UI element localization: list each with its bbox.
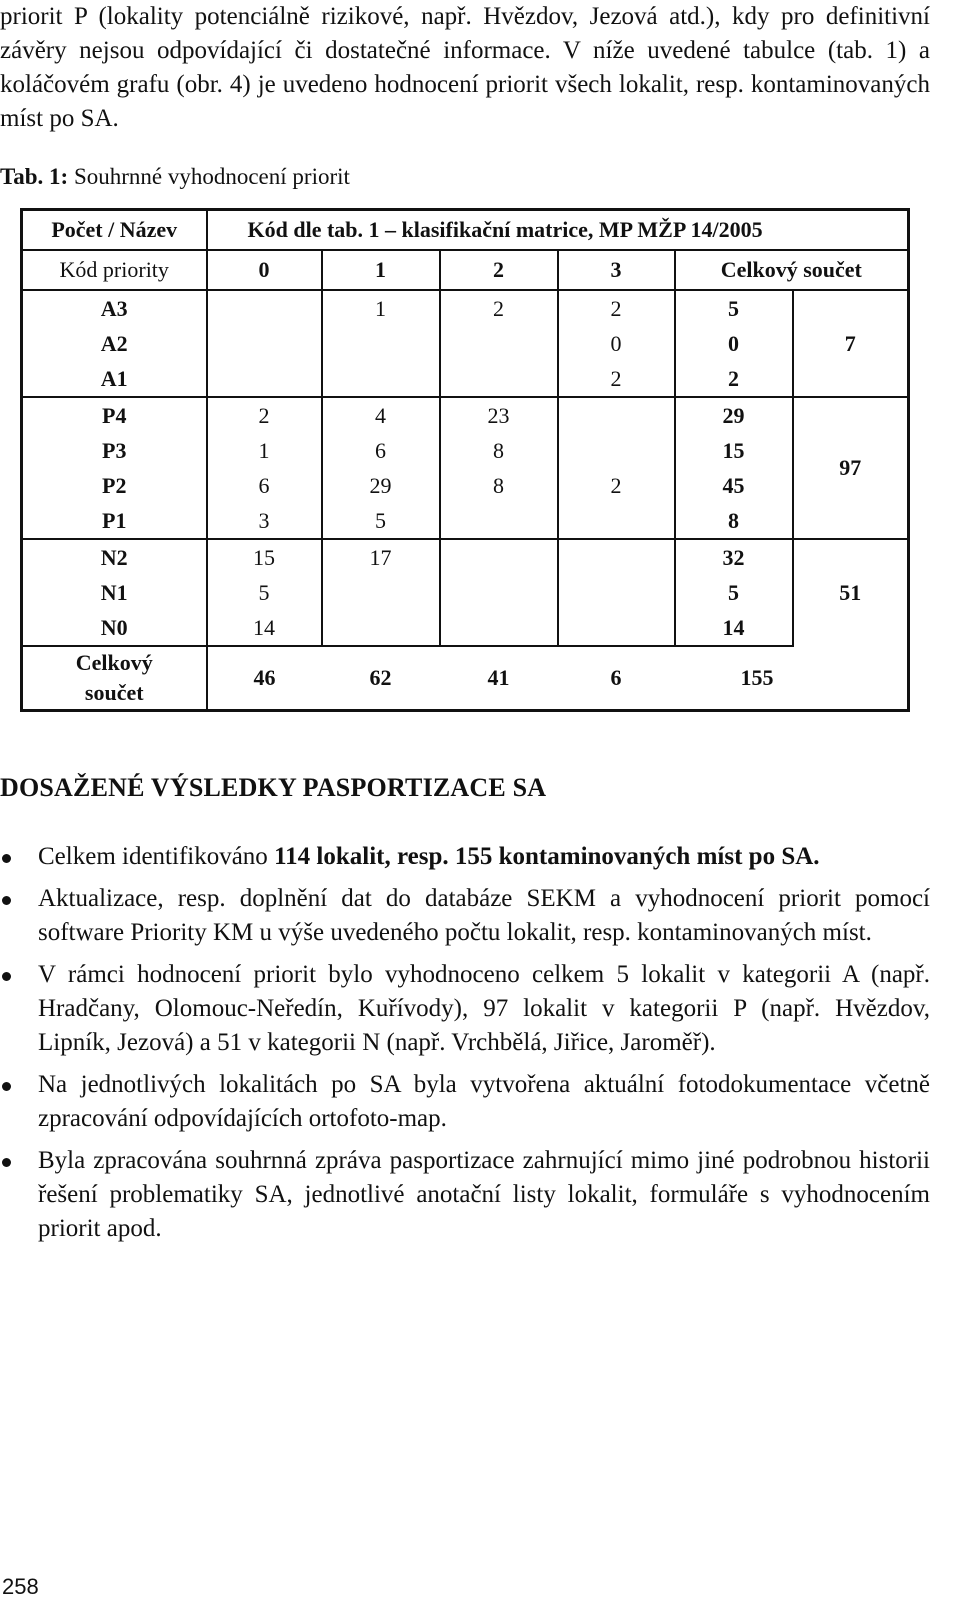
row-name: N2 — [22, 539, 207, 575]
cell: 8 — [440, 468, 558, 503]
cell — [440, 575, 558, 610]
row-total: 32 — [675, 539, 793, 575]
cell: 23 — [440, 397, 558, 433]
row-name: P2 — [22, 468, 207, 503]
row-total: 8 — [675, 503, 793, 539]
section-heading: DOSAŽENÉ VÝSLEDKY PASPORTIZACE SA — [0, 773, 547, 802]
list-item — [0, 882, 930, 950]
bullet-icon — [2, 972, 11, 981]
row-name: A2 — [22, 326, 207, 361]
cell — [322, 610, 440, 646]
cell: 5 — [207, 575, 322, 610]
bullet-text: Na jednotlivých lokalitách po SA byla vytvořena aktuální fotodokumentace včetně zpracování odpovídajících ortofoto-map. — [38, 1071, 930, 1132]
cell — [558, 433, 675, 468]
cell — [322, 575, 440, 610]
cell: 4 — [322, 397, 440, 433]
bullet-icon — [2, 896, 11, 905]
row-name: A3 — [22, 290, 207, 326]
cell: 29 — [322, 468, 440, 503]
cell — [207, 326, 322, 361]
cell: 8 — [440, 433, 558, 468]
list-item — [0, 1144, 930, 1246]
bullet-text: Byla zpracována souhrnná zpráva pasportizace zahrnující mimo jiné podrobnou historii řešení problematiky SA, jednotlivé anotační listy lokalit, formuláře s vyhodnocením priorit apod. — [38, 1147, 930, 1242]
table-header-left: Počet / Název — [22, 210, 207, 251]
cell: 2 — [558, 290, 675, 326]
cell — [440, 361, 558, 397]
footer-label-text: Celkový součet — [75, 650, 153, 705]
cell: 2 — [558, 468, 675, 503]
table-caption-label: Tab. 1: — [0, 164, 69, 189]
table-header-right: Kód dle tab. 1 – klasifikační matrice, MP MŽP 14/2005 — [207, 210, 909, 251]
footer-value: 41 — [440, 646, 558, 711]
cell — [558, 575, 675, 610]
cell — [558, 610, 675, 646]
row-total: 5 — [675, 290, 793, 326]
cell: 2 — [558, 361, 675, 397]
table-caption-text: Souhrnné vyhodnocení priorit — [73, 164, 350, 189]
code-label: Kód priority — [22, 250, 207, 290]
page-number: 258 — [2, 1574, 39, 1599]
bullet-icon — [2, 854, 11, 863]
intro-paragraph: priorit P (lokality potenciálně rizikové, např. Hvězdov, Jezová atd.), kdy pro definitivní závěry nejsou odpovídající či dostatečné informace. V níže uvedené tabulce (tab. 1) a koláčovém grafu (obr. 4) je uvedeno hodnocení priorit všech lokalit, resp. kontaminovaných míst po SA. — [0, 3, 930, 132]
code-0: 0 — [207, 250, 322, 290]
code-2: 2 — [440, 250, 558, 290]
cell: 2 — [207, 397, 322, 433]
row-total: 2 — [675, 361, 793, 397]
row-total: 14 — [675, 610, 793, 646]
cell — [440, 610, 558, 646]
footer-value: 46 — [207, 646, 322, 711]
priority-table — [20, 208, 910, 712]
table-caption — [0, 160, 350, 194]
row-name: N1 — [22, 575, 207, 610]
footer-value: 62 — [322, 646, 440, 711]
cell — [558, 397, 675, 433]
cell — [207, 361, 322, 397]
row-name: N0 — [22, 610, 207, 646]
cell: 17 — [322, 539, 440, 575]
row-total: 29 — [675, 397, 793, 433]
row-total: 0 — [675, 326, 793, 361]
group-total-a: 7 — [793, 290, 909, 397]
cell: 6 — [207, 468, 322, 503]
cell: 0 — [558, 326, 675, 361]
list-item — [0, 1068, 930, 1136]
results-list — [0, 840, 930, 1254]
cell — [440, 326, 558, 361]
cell — [322, 326, 440, 361]
code-1: 1 — [322, 250, 440, 290]
cell: 2 — [440, 290, 558, 326]
cell — [440, 539, 558, 575]
row-name: P3 — [22, 433, 207, 468]
cell — [322, 361, 440, 397]
row-name: P4 — [22, 397, 207, 433]
bullet-text: Celkem identifikováno — [38, 843, 275, 870]
row-total: 5 — [675, 575, 793, 610]
row-name: A1 — [22, 361, 207, 397]
footer-total: 155 — [675, 646, 909, 711]
cell: 3 — [207, 503, 322, 539]
footer-value: 6 — [558, 646, 675, 711]
bullet-icon — [2, 1158, 11, 1167]
cell: 1 — [207, 433, 322, 468]
cell: 6 — [322, 433, 440, 468]
cell: 15 — [207, 539, 322, 575]
cell — [558, 539, 675, 575]
bullet-icon — [2, 1082, 11, 1091]
group-total-p: 97 — [793, 397, 909, 539]
bullet-text-bold: 114 lokalit, resp. 155 kontaminovaných míst po SA. — [274, 843, 820, 870]
cell — [558, 503, 675, 539]
code-total-label: Celkový součet — [675, 250, 909, 290]
cell — [440, 503, 558, 539]
cell: 1 — [322, 290, 440, 326]
cell: 14 — [207, 610, 322, 646]
code-3: 3 — [558, 250, 675, 290]
row-name: P1 — [22, 503, 207, 539]
cell: 5 — [322, 503, 440, 539]
bullet-text: V rámci hodnocení priorit bylo vyhodnoceno celkem 5 lokalit v kategorii A (např. Hradčany, Olomouc-Neředín, Kuřívody), 97 lokalit v kategorii P (např. Hvězdov, Lipník, Jezová) a 51 v kategorii N (např. Vrchbělá, Jiřice, Jaroměř). — [38, 961, 930, 1056]
group-total-n: 51 — [793, 539, 909, 646]
row-total: 45 — [675, 468, 793, 503]
list-item — [0, 840, 930, 874]
list-item — [0, 958, 930, 1060]
row-total: 15 — [675, 433, 793, 468]
cell — [207, 290, 322, 326]
footer-label — [22, 646, 207, 711]
bullet-text: Aktualizace, resp. doplnění dat do databáze SEKM a vyhodnocení priorit pomocí software Priority KM u výše uvedeného počtu lokalit, resp. kontaminovaných míst. — [38, 885, 930, 946]
